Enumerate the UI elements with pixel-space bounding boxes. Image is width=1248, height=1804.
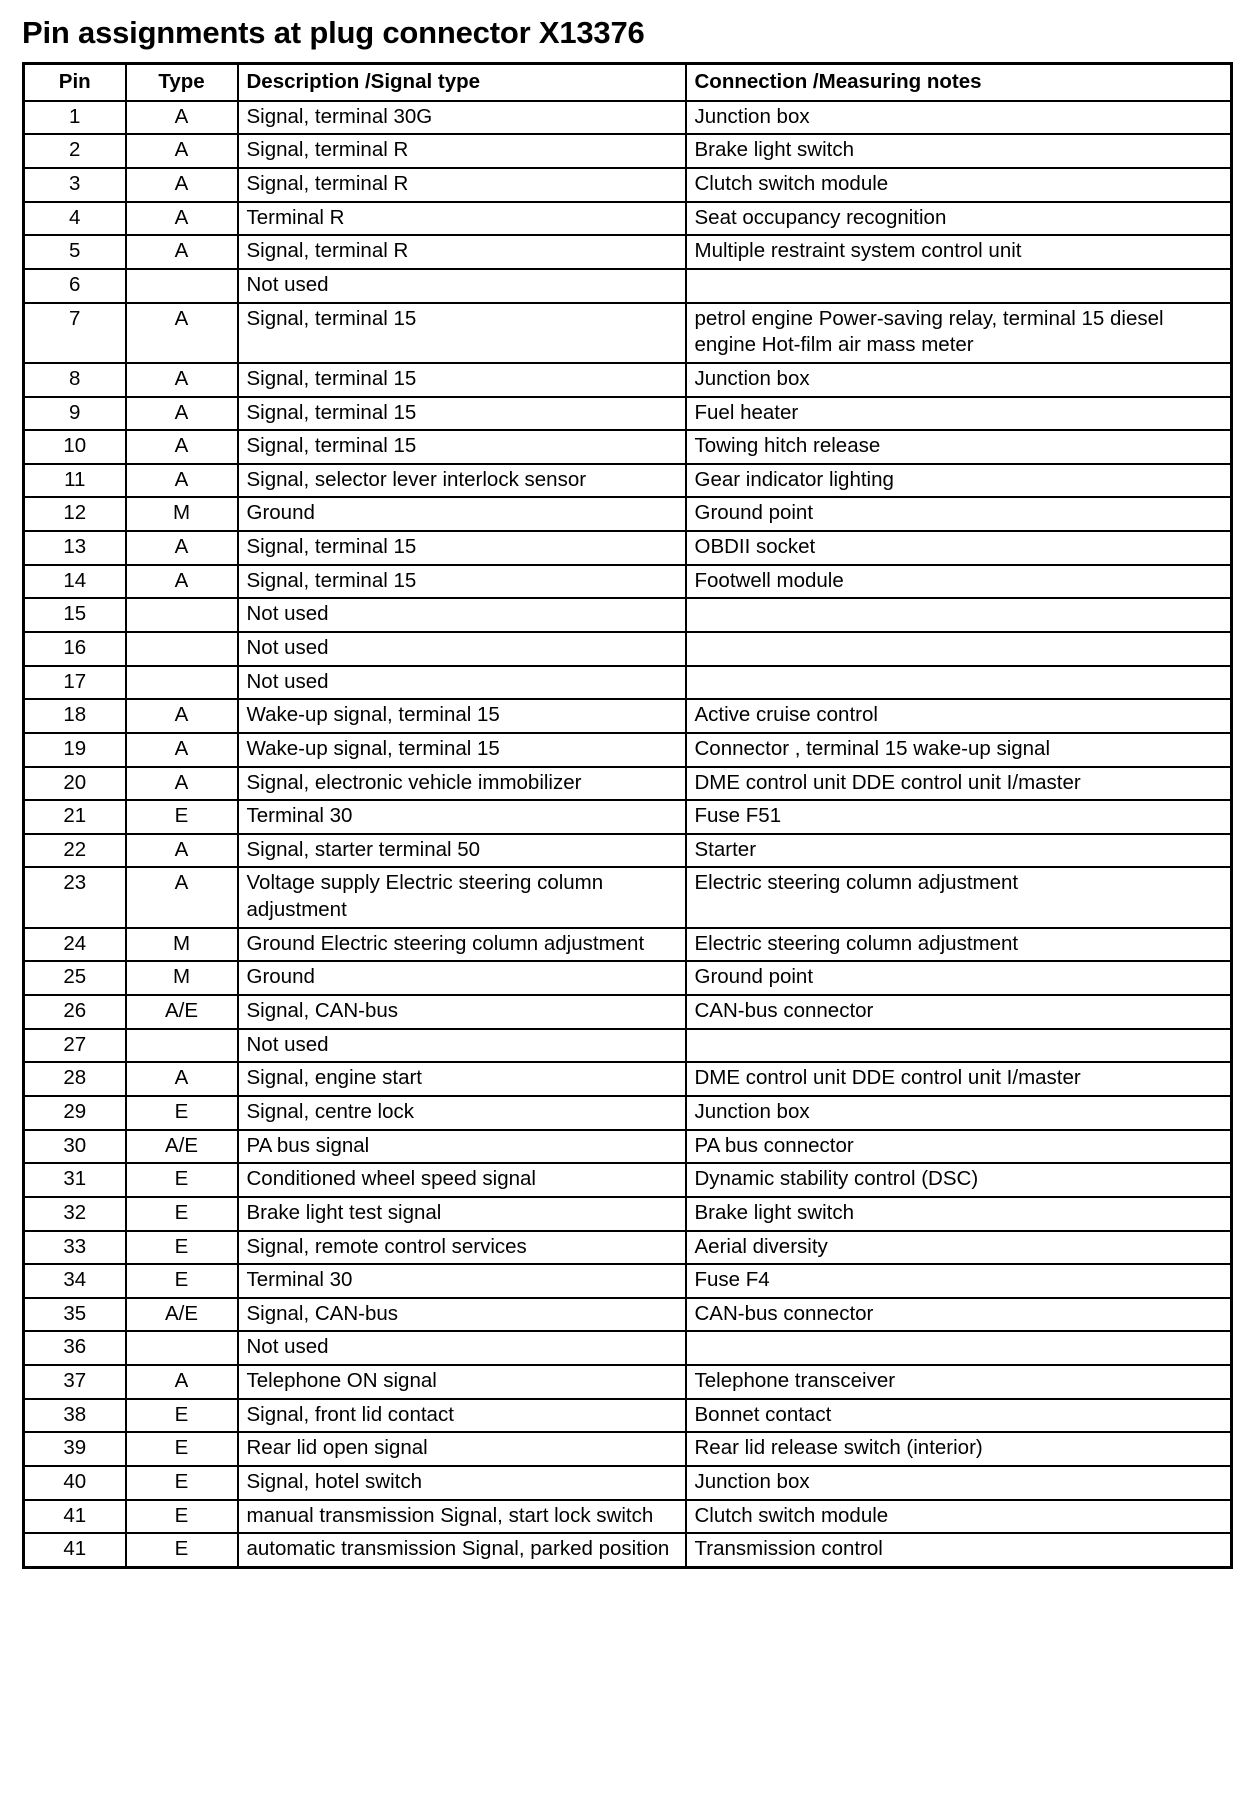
table-row <box>24 1500 1232 1534</box>
cell-type: M <box>126 928 238 962</box>
table-row <box>24 202 1232 236</box>
table-row <box>24 867 1232 927</box>
cell-pin: 26 <box>24 995 126 1029</box>
page-title: Pin assignments at plug connector X13376 <box>22 15 645 50</box>
cell-description: Not used <box>238 598 686 632</box>
cell-connection: Clutch switch module <box>686 1500 1232 1534</box>
cell-type <box>126 666 238 700</box>
table-row <box>24 834 1232 868</box>
table-row <box>24 733 1232 767</box>
table-row <box>24 1096 1232 1130</box>
cell-connection: Ground point <box>686 961 1232 995</box>
cell-pin: 36 <box>24 1331 126 1365</box>
table-header-row <box>24 64 1232 101</box>
cell-connection <box>686 598 1232 632</box>
cell-type: E <box>126 1432 238 1466</box>
cell-type: A/E <box>126 1130 238 1164</box>
cell-description: Terminal 30 <box>238 800 686 834</box>
table-row <box>24 430 1232 464</box>
cell-description: Not used <box>238 1331 686 1365</box>
cell-type: A <box>126 699 238 733</box>
table-row <box>24 1163 1232 1197</box>
cell-pin: 20 <box>24 767 126 801</box>
cell-pin: 9 <box>24 397 126 431</box>
cell-description: Terminal 30 <box>238 1264 686 1298</box>
table-header <box>24 64 1232 101</box>
cell-pin: 14 <box>24 565 126 599</box>
cell-type: E <box>126 1466 238 1500</box>
cell-type <box>126 269 238 303</box>
table-row <box>24 1365 1232 1399</box>
cell-type: E <box>126 1399 238 1433</box>
cell-connection: Footwell module <box>686 565 1232 599</box>
cell-type: E <box>126 1163 238 1197</box>
cell-connection: Starter <box>686 834 1232 868</box>
cell-type <box>126 598 238 632</box>
table-row <box>24 1399 1232 1433</box>
cell-pin: 23 <box>24 867 126 927</box>
cell-description: Signal, centre lock <box>238 1096 686 1130</box>
cell-connection: Multiple restraint system control unit <box>686 235 1232 269</box>
cell-description: Not used <box>238 1029 686 1063</box>
table-row <box>24 1231 1232 1265</box>
cell-description: Signal, terminal 15 <box>238 303 686 363</box>
cell-description: Ground <box>238 497 686 531</box>
cell-description: Signal, terminal 15 <box>238 430 686 464</box>
table-row <box>24 767 1232 801</box>
cell-pin: 40 <box>24 1466 126 1500</box>
cell-description: Signal, terminal R <box>238 134 686 168</box>
cell-description: Signal, hotel switch <box>238 1466 686 1500</box>
cell-description: automatic transmission Signal, parked position <box>238 1533 686 1567</box>
cell-type <box>126 1331 238 1365</box>
cell-pin: 4 <box>24 202 126 236</box>
cell-connection: Clutch switch module <box>686 168 1232 202</box>
cell-type <box>126 1029 238 1063</box>
cell-description: Signal, starter terminal 50 <box>238 834 686 868</box>
table-row <box>24 303 1232 363</box>
cell-connection: Active cruise control <box>686 699 1232 733</box>
column-header-pin: Pin <box>24 64 126 101</box>
cell-description: Terminal R <box>238 202 686 236</box>
cell-connection: Connector , terminal 15 wake-up signal <box>686 733 1232 767</box>
cell-pin: 12 <box>24 497 126 531</box>
cell-pin: 15 <box>24 598 126 632</box>
cell-pin: 7 <box>24 303 126 363</box>
table-row <box>24 1197 1232 1231</box>
table-row <box>24 168 1232 202</box>
cell-type: E <box>126 1231 238 1265</box>
cell-pin: 32 <box>24 1197 126 1231</box>
cell-description: Signal, terminal 15 <box>238 363 686 397</box>
cell-type: A <box>126 1365 238 1399</box>
cell-pin: 29 <box>24 1096 126 1130</box>
cell-connection <box>686 269 1232 303</box>
cell-connection: OBDII socket <box>686 531 1232 565</box>
cell-pin: 22 <box>24 834 126 868</box>
cell-type: A <box>126 235 238 269</box>
cell-description: Signal, remote control services <box>238 1231 686 1265</box>
cell-pin: 2 <box>24 134 126 168</box>
table-row <box>24 666 1232 700</box>
table-row <box>24 464 1232 498</box>
cell-connection: petrol engine Power-saving relay, terminal 15 diesel engine Hot-film air mass meter <box>686 303 1232 363</box>
cell-pin: 31 <box>24 1163 126 1197</box>
table-body <box>24 101 1232 1568</box>
cell-description: Ground Electric steering column adjustment <box>238 928 686 962</box>
table-row <box>24 134 1232 168</box>
cell-pin: 10 <box>24 430 126 464</box>
table-row <box>24 598 1232 632</box>
table-row <box>24 699 1232 733</box>
cell-description: Signal, terminal R <box>238 168 686 202</box>
cell-pin: 3 <box>24 168 126 202</box>
column-header-type: Type <box>126 64 238 101</box>
cell-pin: 34 <box>24 1264 126 1298</box>
cell-type: E <box>126 1500 238 1534</box>
cell-description: Brake light test signal <box>238 1197 686 1231</box>
cell-description: Signal, terminal 15 <box>238 531 686 565</box>
table-row <box>24 1298 1232 1332</box>
cell-connection: Telephone transceiver <box>686 1365 1232 1399</box>
cell-description: Signal, terminal R <box>238 235 686 269</box>
cell-pin: 28 <box>24 1062 126 1096</box>
cell-connection: DME control unit DDE control unit I/master <box>686 1062 1232 1096</box>
cell-connection: Junction box <box>686 363 1232 397</box>
cell-pin: 13 <box>24 531 126 565</box>
cell-connection: Brake light switch <box>686 1197 1232 1231</box>
cell-pin: 6 <box>24 269 126 303</box>
table-row <box>24 1130 1232 1164</box>
cell-description: Voltage supply Electric steering column adjustment <box>238 867 686 927</box>
column-header-connection: Connection /Measuring notes <box>686 64 1232 101</box>
cell-connection: CAN-bus connector <box>686 1298 1232 1332</box>
cell-type: E <box>126 1264 238 1298</box>
cell-type: A <box>126 101 238 135</box>
cell-connection: Brake light switch <box>686 134 1232 168</box>
cell-type: M <box>126 961 238 995</box>
cell-type: A <box>126 397 238 431</box>
table-row <box>24 632 1232 666</box>
cell-type: A <box>126 134 238 168</box>
cell-connection: Fuse F51 <box>686 800 1232 834</box>
table-row <box>24 1029 1232 1063</box>
cell-description: Not used <box>238 632 686 666</box>
cell-description: Wake-up signal, terminal 15 <box>238 733 686 767</box>
cell-connection: Rear lid release switch (interior) <box>686 1432 1232 1466</box>
cell-description: Signal, CAN-bus <box>238 1298 686 1332</box>
cell-connection: Electric steering column adjustment <box>686 928 1232 962</box>
cell-pin: 37 <box>24 1365 126 1399</box>
cell-pin: 38 <box>24 1399 126 1433</box>
cell-description: Not used <box>238 666 686 700</box>
cell-description: Ground <box>238 961 686 995</box>
cell-type: A <box>126 867 238 927</box>
table-row <box>24 363 1232 397</box>
table-row <box>24 1264 1232 1298</box>
cell-type: A <box>126 565 238 599</box>
cell-type: A <box>126 464 238 498</box>
cell-connection: Gear indicator lighting <box>686 464 1232 498</box>
cell-type: A <box>126 168 238 202</box>
cell-connection: Fuel heater <box>686 397 1232 431</box>
cell-description: Signal, engine start <box>238 1062 686 1096</box>
cell-description: Signal, terminal 30G <box>238 101 686 135</box>
cell-type: M <box>126 497 238 531</box>
cell-pin: 5 <box>24 235 126 269</box>
cell-pin: 33 <box>24 1231 126 1265</box>
cell-type: A <box>126 202 238 236</box>
column-header-description: Description /Signal type <box>238 64 686 101</box>
cell-connection: Junction box <box>686 101 1232 135</box>
cell-type: A <box>126 531 238 565</box>
cell-description: Signal, electronic vehicle immobilizer <box>238 767 686 801</box>
cell-connection: Transmission control <box>686 1533 1232 1567</box>
cell-connection: Junction box <box>686 1096 1232 1130</box>
cell-type: A <box>126 767 238 801</box>
cell-pin: 16 <box>24 632 126 666</box>
cell-connection: Junction box <box>686 1466 1232 1500</box>
table-row <box>24 800 1232 834</box>
cell-type <box>126 632 238 666</box>
table-row <box>24 995 1232 1029</box>
cell-type: A <box>126 430 238 464</box>
table-row <box>24 397 1232 431</box>
cell-pin: 19 <box>24 733 126 767</box>
cell-type: A <box>126 834 238 868</box>
cell-pin: 11 <box>24 464 126 498</box>
cell-type: E <box>126 1096 238 1130</box>
cell-description: Signal, terminal 15 <box>238 565 686 599</box>
cell-description: Signal, terminal 15 <box>238 397 686 431</box>
cell-description: Signal, CAN-bus <box>238 995 686 1029</box>
table-row <box>24 1331 1232 1365</box>
cell-connection: DME control unit DDE control unit I/master <box>686 767 1232 801</box>
table-row <box>24 101 1232 135</box>
cell-connection: Towing hitch release <box>686 430 1232 464</box>
table-row <box>24 269 1232 303</box>
table-row <box>24 1432 1232 1466</box>
cell-description: Wake-up signal, terminal 15 <box>238 699 686 733</box>
cell-pin: 41 <box>24 1500 126 1534</box>
cell-description: Signal, selector lever interlock sensor <box>238 464 686 498</box>
table-row <box>24 531 1232 565</box>
table-row <box>24 1062 1232 1096</box>
cell-type: E <box>126 1197 238 1231</box>
cell-connection: CAN-bus connector <box>686 995 1232 1029</box>
cell-connection <box>686 1029 1232 1063</box>
cell-pin: 35 <box>24 1298 126 1332</box>
cell-type: A <box>126 303 238 363</box>
cell-pin: 27 <box>24 1029 126 1063</box>
cell-description: manual transmission Signal, start lock switch <box>238 1500 686 1534</box>
cell-description: PA bus signal <box>238 1130 686 1164</box>
cell-connection <box>686 666 1232 700</box>
cell-connection: Aerial diversity <box>686 1231 1232 1265</box>
cell-connection: Fuse F4 <box>686 1264 1232 1298</box>
cell-description: Conditioned wheel speed signal <box>238 1163 686 1197</box>
table-row <box>24 928 1232 962</box>
cell-pin: 39 <box>24 1432 126 1466</box>
cell-type: A <box>126 1062 238 1096</box>
cell-type: E <box>126 800 238 834</box>
cell-type: A/E <box>126 995 238 1029</box>
cell-type: A/E <box>126 1298 238 1332</box>
cell-pin: 1 <box>24 101 126 135</box>
cell-description: Not used <box>238 269 686 303</box>
cell-pin: 21 <box>24 800 126 834</box>
table-row <box>24 961 1232 995</box>
cell-connection <box>686 1331 1232 1365</box>
cell-connection: PA bus connector <box>686 1130 1232 1164</box>
cell-pin: 24 <box>24 928 126 962</box>
pin-assignment-table <box>22 62 1233 1569</box>
table-row <box>24 565 1232 599</box>
cell-pin: 17 <box>24 666 126 700</box>
cell-description: Telephone ON signal <box>238 1365 686 1399</box>
cell-description: Signal, front lid contact <box>238 1399 686 1433</box>
cell-pin: 25 <box>24 961 126 995</box>
table-row <box>24 1533 1232 1567</box>
cell-pin: 41 <box>24 1533 126 1567</box>
cell-type: A <box>126 363 238 397</box>
cell-pin: 8 <box>24 363 126 397</box>
cell-type: A <box>126 733 238 767</box>
cell-connection: Bonnet contact <box>686 1399 1232 1433</box>
table-row <box>24 1466 1232 1500</box>
cell-connection: Seat occupancy recognition <box>686 202 1232 236</box>
cell-pin: 18 <box>24 699 126 733</box>
table-row <box>24 235 1232 269</box>
table-row <box>24 497 1232 531</box>
cell-connection: Ground point <box>686 497 1232 531</box>
cell-pin: 30 <box>24 1130 126 1164</box>
cell-description: Rear lid open signal <box>238 1432 686 1466</box>
cell-type: E <box>126 1533 238 1567</box>
cell-connection: Dynamic stability control (DSC) <box>686 1163 1232 1197</box>
cell-connection <box>686 632 1232 666</box>
cell-connection: Electric steering column adjustment <box>686 867 1232 927</box>
